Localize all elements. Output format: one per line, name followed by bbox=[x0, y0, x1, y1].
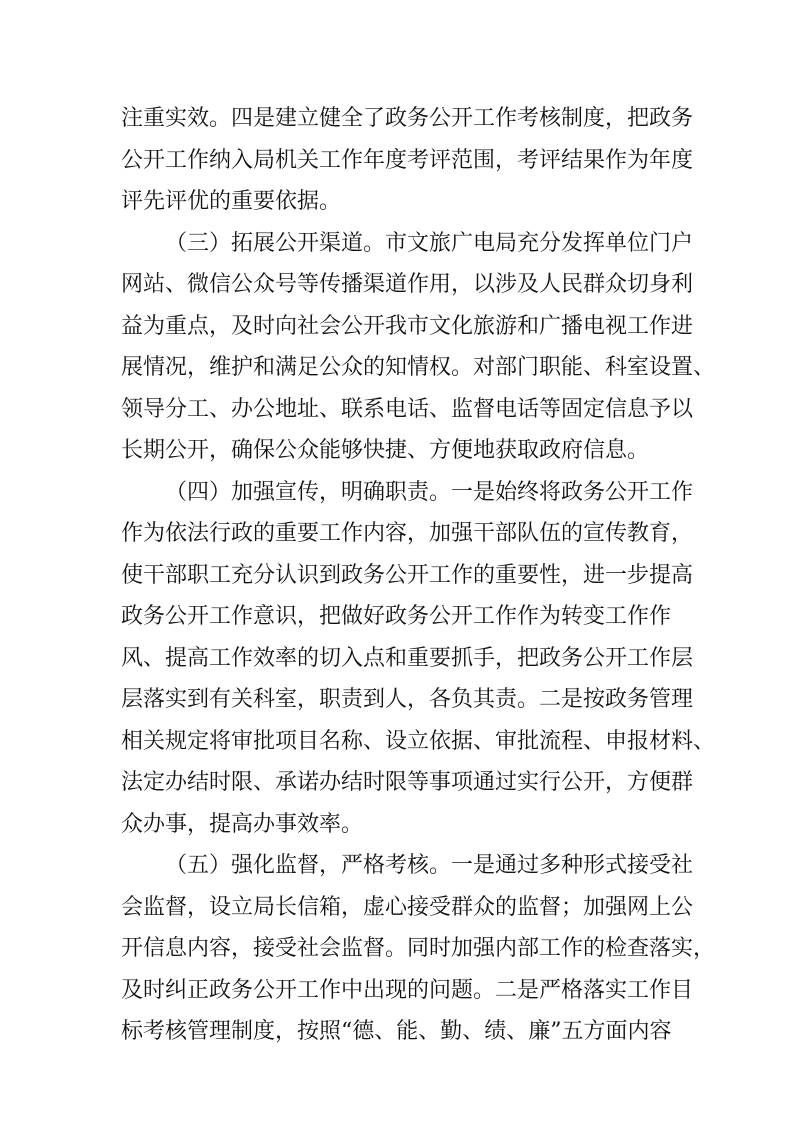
text-line: 风、提高工作效率的切入点和重要抓手，把政务公开工作层 bbox=[121, 646, 694, 671]
text-line: 相关规定将审批项目名称、设立依据、审批流程、申报材料、 bbox=[121, 729, 716, 754]
text-line: 标考核管理制度，按照“德、能、勤、绩、廉”五方面内容 bbox=[121, 1019, 672, 1044]
text-line: 领导分工、办公地址、联系电话、监督电话等固定信息予以 bbox=[121, 397, 694, 422]
text-line: 展情况，维护和满足公众的知情权。对部门职能、科室设置、 bbox=[121, 355, 716, 380]
text-line: 法定办结时限、承诺办结时限等事项通过实行公开，方便群 bbox=[121, 770, 694, 795]
text-line: 长期公开，确保公众能够快捷、方便地获取政府信息。 bbox=[121, 438, 650, 463]
text-line: 注重实效。四是建立健全了政务公开工作考核制度，把政务 bbox=[121, 106, 694, 131]
text-line: 政务公开工作意识，把做好政务公开工作作为转变工作作 bbox=[121, 604, 672, 629]
text-line: 益为重点，及时向社会公开我市文化旅游和广播电视工作进 bbox=[121, 314, 694, 339]
text-line: 使干部职工充分认识到政务公开工作的重要性，进一步提高 bbox=[121, 563, 694, 588]
text-line: 层落实到有关科室，职责到人，各负其责。二是按政务管理 bbox=[121, 687, 694, 712]
text-line: 网站、微信公众号等传播渠道作用，以涉及人民群众切身利 bbox=[121, 272, 694, 297]
text-line: 会监督，设立局长信箱，虚心接受群众的监督；加强网上公 bbox=[121, 895, 694, 920]
text-line: 作为依法行政的重要工作内容，加强干部队伍的宣传教育， bbox=[121, 521, 694, 546]
text-line: 众办事，提高办事效率。 bbox=[121, 812, 364, 837]
text-line: 公开工作纳入局机关工作年度考评范围，考评结果作为年度 bbox=[121, 148, 694, 173]
text-line: 评先评优的重要依据。 bbox=[121, 189, 342, 214]
section-heading-line: （四）加强宣传，明确职责。一是始终将政务公开工作 bbox=[165, 480, 694, 505]
text-line: 及时纠正政务公开工作中出现的问题。二是严格落实工作目 bbox=[121, 978, 694, 1003]
text-line: 开信息内容，接受社会监督。同时加强内部工作的检查落实， bbox=[121, 936, 716, 961]
section-heading-line: （五）强化监督，严格考核。一是通过多种形式接受社 bbox=[165, 853, 694, 878]
section-heading-line: （三）拓展公开渠道。市文旅广电局充分发挥单位门户 bbox=[165, 231, 694, 256]
